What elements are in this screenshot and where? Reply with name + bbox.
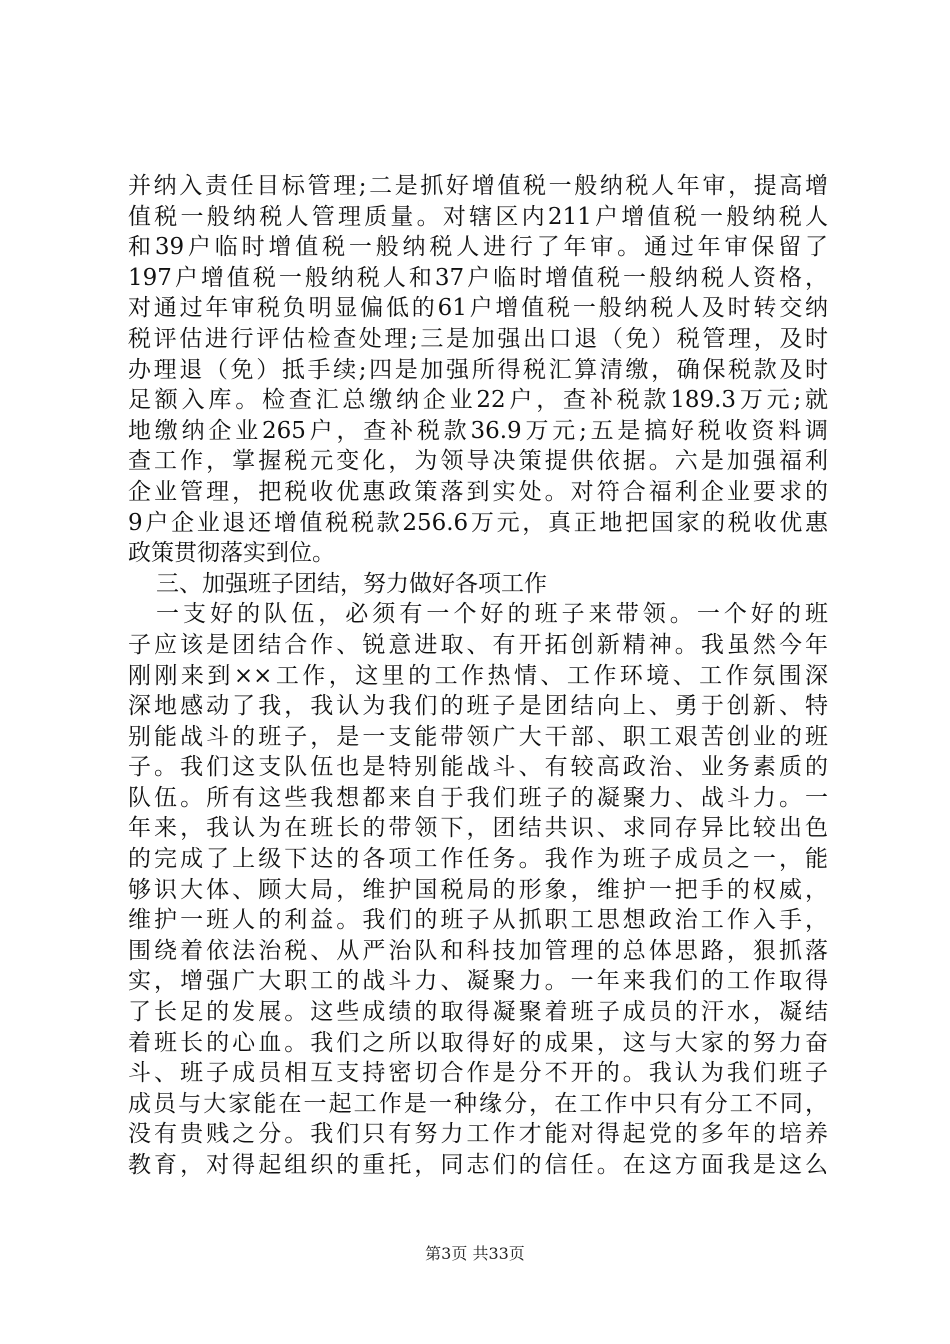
text-line: 够识大体、顾大局，维护国税局的形象，维护一把手的权威， xyxy=(128,876,828,903)
text-line: 成员与大家能在一起工作是一种缘分，在工作中只有分工不同， xyxy=(128,1090,828,1117)
text-line: 对通过年审税负明显偏低的61户增值税一般纳税人及时转交纳 xyxy=(128,295,828,322)
text-line: 地缴纳企业265户，查补税款36.9万元;五是搞好税收资料调 xyxy=(128,417,828,444)
text-line: 年来，我认为在班长的带领下，团结共识、求同存异比较出色 xyxy=(128,815,828,842)
text-line: 一支好的队伍，必须有一个好的班子来带领。一个好的班 xyxy=(156,601,828,628)
text-line: 维护一班人的利益。我们的班子从抓职工思想政治工作入手， xyxy=(128,907,828,934)
page-footer: 第3页 共33页 xyxy=(425,1244,525,1263)
text-line: 实，增强广大职工的战斗力、凝聚力。一年来我们的工作取得 xyxy=(128,968,828,995)
text-line: 刚刚来到××工作，这里的工作热情、工作环境、工作氛围深 xyxy=(128,662,828,689)
text-line: 子。我们这支队伍也是特别能战斗、有较高政治、业务素质的 xyxy=(128,754,828,781)
text-line: 队伍。所有这些我想都来自于我们班子的凝聚力、战斗力。一 xyxy=(128,784,828,811)
text-line: 查工作，掌握税元变化，为领导决策提供依据。六是加强福利 xyxy=(128,448,828,475)
text-line: 教育，对得起组织的重托，同志们的信任。在这方面我是这么 xyxy=(128,1152,828,1178)
text-line: 政策贯彻落实到位。 xyxy=(128,540,335,567)
text-line: 9户企业退还增值税税款256.6万元，真正地把国家的税收优惠 xyxy=(128,509,828,536)
text-line: 197户增值税一般纳税人和37户临时增值税一般纳税人资格， xyxy=(128,264,828,291)
document-body xyxy=(128,171,828,1181)
text-line: 企业管理，把税收优惠政策落到实处。对符合福利企业要求的 xyxy=(128,478,828,505)
text-line: 值税一般纳税人管理质量。对辖区内211户增值税一般纳税人 xyxy=(128,203,828,230)
text-line: 了长足的发展。这些成绩的取得凝聚着班子成员的汗水，凝结 xyxy=(128,999,828,1026)
text-line: 围绕着依法治税、从严治队和科技加管理的总体思路，狠抓落 xyxy=(128,937,828,964)
text-line: 的完成了上级下达的各项工作任务。我作为班子成员之一，能 xyxy=(128,846,828,873)
text-line: 税评估进行评估检查处理;三是加强出口退（免）税管理，及时 xyxy=(128,325,828,352)
text-line: 着班长的心血。我们之所以取得好的成果，这与大家的努力奋 xyxy=(128,1029,828,1056)
text-line: 深地感动了我，我认为我们的班子是团结向上、勇于创新、特 xyxy=(128,693,828,720)
text-line: 办理退（免）抵手续;四是加强所得税汇算清缴，确保税款及时 xyxy=(128,356,828,383)
text-line: 子应该是团结合作、锐意进取、有开拓创新精神。我虽然今年 xyxy=(128,631,828,658)
text-line: 并纳入责任目标管理;二是抓好增值税一般纳税人年审，提高增 xyxy=(128,173,828,199)
section-heading: 三、加强班子团结，努力做好各项工作 xyxy=(156,570,547,597)
text-line: 和39户临时增值税一般纳税人进行了年审。通过年审保留了 xyxy=(128,234,828,261)
text-line: 没有贵贱之分。我们只有努力工作才能对得起党的多年的培养 xyxy=(128,1121,828,1148)
text-line: 足额入库。检查汇总缴纳企业22户，查补税款189.3万元;就 xyxy=(128,387,828,414)
text-line: 斗、班子成员相互支持密切合作是分不开的。我认为我们班子 xyxy=(128,1060,828,1087)
text-line: 别能战斗的班子，是一支能带领广大干部、职工艰苦创业的班 xyxy=(128,723,828,750)
